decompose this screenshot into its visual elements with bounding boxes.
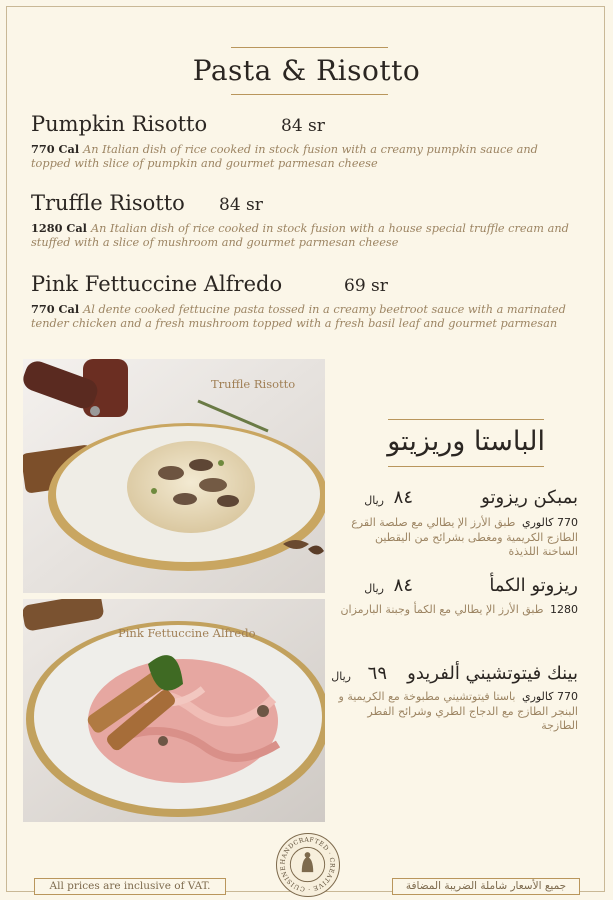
vat-note-ar: جميع الأسعار شاملة الضريبة المضافة	[392, 878, 580, 895]
photo-pink-fettuccine	[23, 599, 325, 822]
item-desc-truffle-risotto	[31, 221, 576, 251]
item-cal-pumpkin-risotto: 770 Cal	[31, 142, 80, 156]
photo-label-truffle-risotto: Truffle Risotto	[211, 377, 296, 391]
seal-text: HANDCRAFTED · CREATIVE · CUISINE	[279, 836, 336, 893]
item-cal-truffle-risotto: 1280 Cal	[31, 221, 87, 235]
ar-item-currency-truffle-risotto: ريال	[364, 582, 384, 595]
item-desc-text: An Italian dish of rice cooked in stock fusion with a creamy pumpkin sauce and topped with slice of pumpkin and gourmet parmesan cheese	[31, 143, 538, 171]
ar-item-desc-pumpkin-risotto	[338, 516, 578, 560]
ar-item-desc-pink-fettuccine	[338, 690, 578, 734]
ar-item-cal: 770 كالوري	[521, 690, 578, 703]
ar-item-price-truffle-risotto: ٨٤	[393, 575, 413, 596]
section-title: Pasta & Risotto	[192, 54, 421, 87]
ar-item-cal: 770 كالوري	[521, 516, 578, 529]
item-price-pumpkin-risotto: 84 sr	[281, 116, 325, 136]
ar-item-cal: 1280	[550, 603, 578, 616]
ar-item-desc-text: باستا فيتوتشيني مطبوخة مع الكريمية و البنجر الطازج مع الدجاج الطري وشرائح الفطر الطازجة	[338, 690, 578, 732]
truffle-risotto-image	[23, 359, 325, 593]
item-desc-text: Al dente cooked fettucine pasta tossed in a creamy beetroot sauce with a marinated tender chicken and a fresh mushroom topped with a fresh basil leaf and gourmet parmesan	[31, 303, 566, 331]
ar-item-name-truffle-risotto: ريزوتو الكمأ	[489, 575, 578, 596]
ar-title-rule-top	[388, 419, 544, 420]
seal-emblem-icon	[277, 834, 338, 895]
item-name-truffle-risotto: Truffle Risotto	[31, 191, 185, 215]
ar-item-currency-pumpkin-risotto: ريال	[364, 494, 384, 507]
ar-title-rule-bottom	[388, 466, 544, 467]
item-desc-text: An Italian dish of rice cooked in stock fusion with a house special truffle cream and stuffed with a slice of mushroom and gourmet parmesan cheese	[31, 222, 569, 250]
title-rule-top	[231, 47, 388, 48]
ar-section-title: الباستا وريزيتو	[387, 426, 545, 457]
item-desc-pumpkin-risotto	[31, 142, 576, 172]
item-desc-pink-fettuccine	[31, 302, 576, 332]
handcrafted-seal-logo	[276, 833, 340, 897]
item-price-pink-fettuccine: 69 sr	[344, 276, 388, 296]
item-price-truffle-risotto: 84 sr	[219, 195, 263, 215]
ar-item-desc-truffle-risotto	[338, 603, 578, 618]
ar-item-name-pumpkin-risotto: بمبكن ريزوتو	[481, 487, 578, 508]
title-rule-bottom	[231, 94, 388, 95]
ar-item-price-pumpkin-risotto: ٨٤	[393, 487, 413, 508]
ar-item-desc-text: طبق الأرز الإ يطالي مع صلصة القرع الطازج الكريمية ومغطى بشرائح من اليقطين الساخنة اللذيذة	[351, 516, 578, 558]
photo-truffle-risotto	[23, 359, 325, 593]
ar-item-name-pink-fettuccine: بينك فيتوتشيني ألفريدو	[407, 663, 578, 684]
item-name-pink-fettuccine: Pink Fettuccine Alfredo	[31, 272, 283, 296]
vat-note-en: All prices are inclusive of VAT.	[34, 878, 226, 895]
ar-item-desc-text: طبق الأرز الإ يطالي مع الكمأ وجبنة البارمزان	[340, 603, 544, 616]
photo-label-pink-fettuccine: Pink Fettuccine Alfredo	[118, 626, 256, 640]
ar-item-price-pink-fettuccine: ٦٩	[367, 663, 387, 684]
ar-item-currency-pink-fettuccine: ريال	[331, 670, 351, 683]
item-name-pumpkin-risotto: Pumpkin Risotto	[31, 112, 208, 136]
item-cal-pink-fettuccine: 770 Cal	[31, 302, 80, 316]
